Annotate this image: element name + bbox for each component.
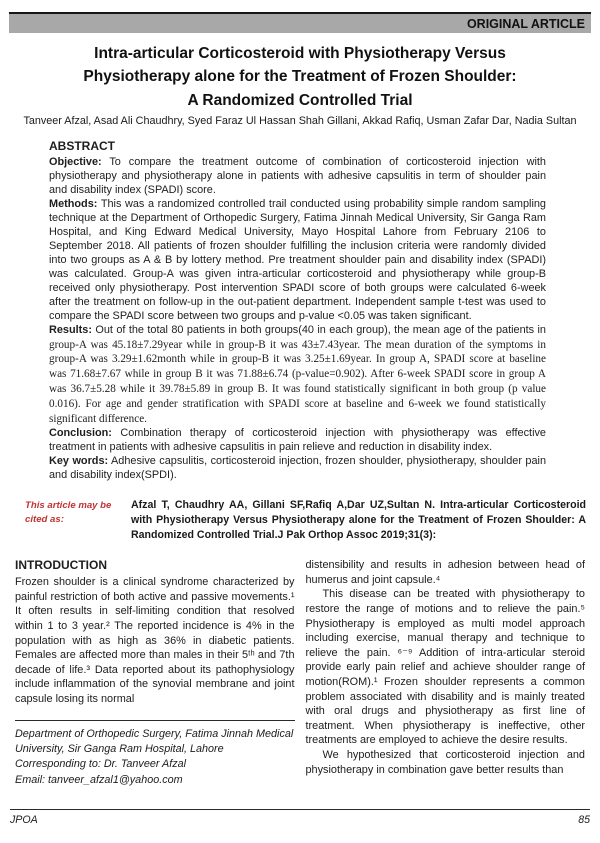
left-column <box>15 558 295 788</box>
results-text-sans: Out of the total 80 patients in both groups(40 in each group), the mean age of the patients in <box>95 323 546 336</box>
keywords-label: Key words: <box>49 455 109 468</box>
affiliation-line: Department of Orthopedic Surgery, Fatima Jinnah Medical University, Sir Ganga Ram Hospital, Lahore <box>15 727 294 755</box>
objective-label: Objective: <box>49 156 102 169</box>
introduction-paragraph-3: We hypothesized that corticosteroid injection and physiotherapy in combination gave better results than <box>305 749 585 776</box>
methods-label: Methods: <box>49 197 98 210</box>
results-label: Results: <box>49 323 92 336</box>
title-line-3: A Randomized Controlled Trial <box>187 91 413 109</box>
title-line-2: Physiotherapy alone for the Treatment of Frozen Shoulder: <box>83 68 517 86</box>
abstract-heading: ABSTRACT <box>49 138 115 153</box>
abstract-section <box>49 139 546 483</box>
introduction-paragraph-continuation: distensibility and results in adhesion between head of humerus and joint capsule.⁴ <box>305 559 585 586</box>
methods-text: This was a randomized controlled trail conducted using probability simple random sampling technique at the Department of Orthopedic Surgery, Fatima Jinnah Medical University, Sir Ganga Ram Hospital, and King Edward Medical University, Mayo Hospital Lahore from February 2106 to September 2018. All patients of frozen shoulder fulfilling the inclusion criteria were randomly divided into two groups as A & B by lottery method. Pre treatment shoulder pain and disability index (SPADI) was calculated. Group-A was given intra-articular corticosteroid and physiotherapy while group-B received only physiotherapy. Post intervention SPADI score of both groups were calculated 6-week after the treatment on follow-up in the out-patient department. Independent sample t-test was used to compare the SPADI score between two groups and p-value <0.05 was taken significant. <box>49 197 546 322</box>
email-line: Email: tanveer_afzal1@yahoo.com <box>15 773 183 786</box>
objective-text: To compare the treatment outcome of combination of corticosteroid injection with physiotherapy and physiotherapy alone in patients with adhesive capsulitis in term of shoulder pain and disability index (SPADI) score. <box>49 156 546 197</box>
keywords-text: Adhesive capsulitis, corticosteroid injection, frozen shoulder, physiotherapy, shoulder pain and disability index(SPDI). <box>49 455 546 482</box>
page-number: 85 <box>578 814 590 826</box>
corresponding-author-line: Corresponding to: Dr. Tanveer Afzal <box>15 758 187 771</box>
abstract-conclusion <box>49 427 546 455</box>
abstract-methods <box>49 198 546 324</box>
page-title <box>0 42 600 112</box>
conclusion-label: Conclusion: <box>49 427 112 440</box>
page-footer <box>10 809 590 826</box>
article-body <box>15 558 585 788</box>
citation-label: This article may be cited as: <box>25 500 112 525</box>
right-column <box>306 558 586 788</box>
abstract-objective <box>49 156 546 198</box>
results-text-serif: group-A was 45.18±7.29year while in group-B it was 43±7.43year. The mean duration of the symptoms in group-A was 3.29±1.62month while in group-B it was 3.25±1.69year. In group A, SPADI score at baseline was 71.68±7.67 while in group B it was 71.88±6.74 (p-value=0.902). After 6-week SPADI score in group A was 36.7±5.28 while it 39.78±5.89 in group B. It was found statistically significant in both group (p value 0.016). For age and gender stratification with SPADI score at baseline and 6-week we found statistically significant difference. <box>49 338 546 426</box>
abstract-keywords <box>49 455 546 483</box>
article-type-label: ORIGINAL ARTICLE <box>466 17 585 31</box>
introduction-paragraph-left: Frozen shoulder is a clinical syndrome characterized by painful restriction of both active and passive movements.¹ It often results in self-limiting condition that resolved within 1 to 3 year.² The reported incidence is 4% in the population with as high as 36% in diabetic patients. Females are affected more than males in their 5ᵗʰ and 7th decade of life.³ Data reported about its pathophysiology include inflammation of the synovial membrane and joint capsule losing its normal <box>15 576 295 705</box>
citation-box <box>25 498 586 543</box>
title-line-1: Intra-articular Corticosteroid with Physiotherapy Versus <box>94 45 506 62</box>
authors-line: Tanveer Afzal, Asad Ali Chaudhry, Syed Faraz Ul Hassan Shah Gillani, Akkad Rafiq, Usman Zafar Dar, Nadia Sultan <box>23 114 577 127</box>
journal-abbreviation: JPOA <box>10 814 38 826</box>
introduction-heading: INTRODUCTION <box>15 558 107 573</box>
introduction-paragraph-2: This disease can be treated with physiotherapy to restore the range of motions and to relieve the pain.⁵ Physiotherapy is employed as multi model approach including exercise, manual therapy and technique to relieve the pain. ⁶⁻⁹ Addition of intra-articular steroid provide early pain relief and achieve shoulder range of motion(ROM).¹ Frozen shoulder represents a common problem associated with disability and is mainly treated with oral drugs and physiotherapy as first line of treatment. When physiotherapy is ineffective, other treatments are employed to achieve the desire results. <box>305 588 585 747</box>
abstract-results <box>49 324 546 428</box>
conclusion-text: Combination therapy of corticosteroid injection with physiotherapy was effective treatment in patients with adhesive capsulitis in pain relieve and reduction in disability index. <box>49 427 546 454</box>
affiliation-block <box>15 720 295 788</box>
article-type-banner <box>9 12 591 33</box>
citation-text: Afzal T, Chaudhry AA, Gillani SF,Rafiq A,Dar UZ,Sultan N. Intra-articular Corticosteroid with Physiotherapy Versus Physiotherapy alone for the Treatment of Frozen Shoulder: A Randomized Controlled Trial.J Pak Orthop Assoc 2019;31(3): <box>131 499 586 542</box>
